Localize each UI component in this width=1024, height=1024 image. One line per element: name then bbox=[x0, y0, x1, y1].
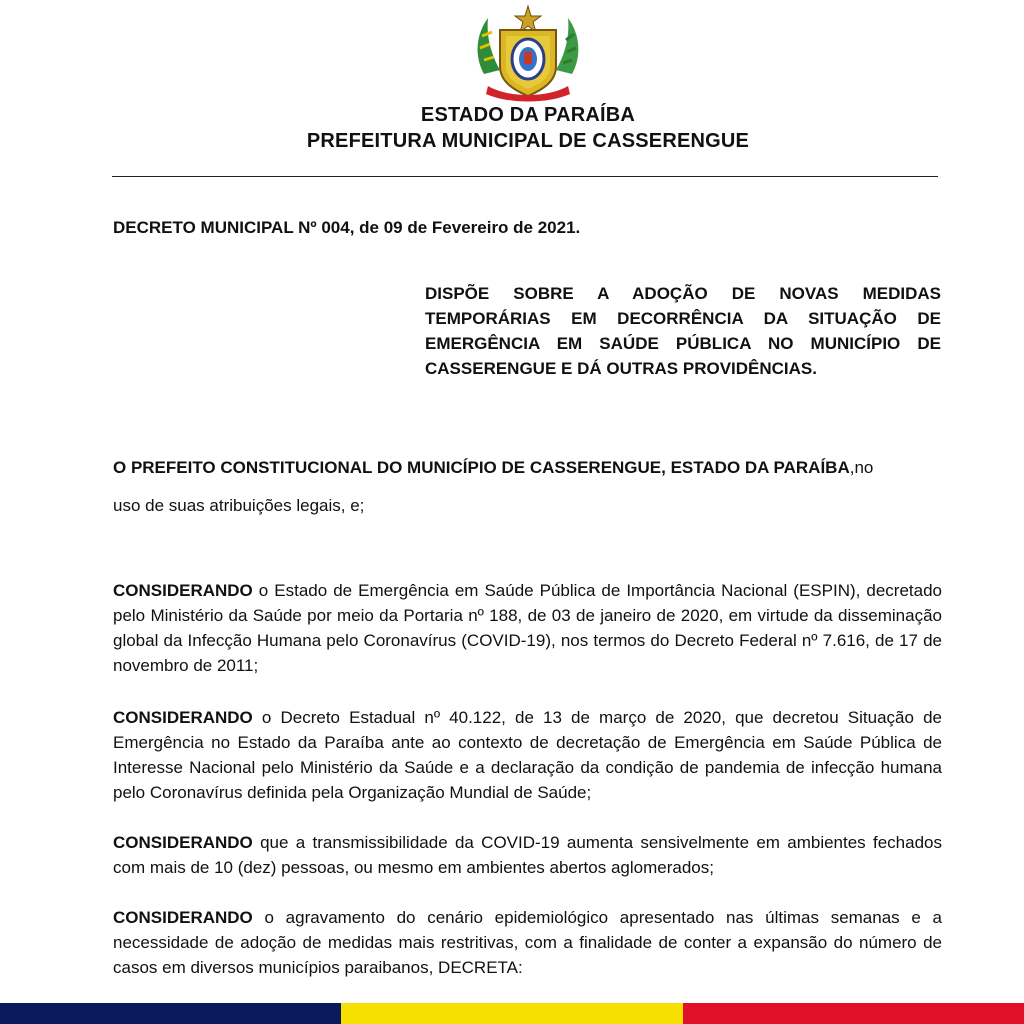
considerando-paragraph bbox=[113, 578, 942, 678]
considerando-text: o agravamento do cenário epidemiológico apresentado nas últimas semanas e a necessidade de adoção de medidas mais restritivas, com a finalidade de conter a expansão do número de casos em diversos municípios paraibanos, DECRETA: bbox=[113, 908, 942, 977]
considerando-paragraph bbox=[113, 830, 942, 880]
preamble-line bbox=[113, 455, 942, 480]
considerando-lead: CONSIDERANDO bbox=[113, 708, 253, 727]
footer-color-bar bbox=[0, 1003, 1024, 1024]
footer-red-stripe bbox=[683, 1003, 1024, 1024]
considerando-lead: CONSIDERANDO bbox=[113, 908, 253, 927]
preamble-bold: O PREFEITO CONSTITUCIONAL DO MUNICÍPIO DE CASSERENGUE, ESTADO DA PARAÍBA bbox=[113, 458, 850, 477]
footer-yellow-stripe bbox=[341, 1003, 682, 1024]
preamble-line-2: uso de suas atribuições legais, e; bbox=[113, 496, 365, 515]
considerando-paragraph bbox=[113, 705, 942, 805]
coat-of-arms-icon bbox=[470, 4, 586, 104]
considerando-text: o Decreto Estadual nº 40.122, de 13 de março de 2020, que decretou Situação de Emergência no Estado da Paraíba ante ao contexto de decretação de Emergência em Saúde Pública de Interesse Nacional pelo Ministério da Saúde e a declaração da condição de pandemia de infecção humana pelo Coronavírus definida pela Organização Mundial de Saúde; bbox=[113, 708, 942, 802]
state-heading: ESTADO DA PARAÍBA bbox=[420, 104, 636, 126]
considerando-text: o Estado de Emergência em Saúde Pública de Importância Nacional (ESPIN), decretado pelo Ministério da Saúde por meio da Portaria nº 188, de 03 de janeiro de 2020, em virtude da disseminação global da Infecção Humana pelo Coronavírus (COVID-19), nos termos do Decreto Federal nº 7.616, de 17 de novembro de 2011; bbox=[113, 581, 942, 675]
decree-title: DECRETO MUNICIPAL Nº 004, de 09 de Fevereiro de 2021. bbox=[113, 218, 581, 237]
considerando-lead: CONSIDERANDO bbox=[113, 581, 253, 600]
considerando-text: que a transmissibilidade da COVID-19 aumenta sensivelmente em ambientes fechados com mais de 10 (dez) pessoas, ou mesmo em ambientes abertos aglomerados; bbox=[113, 833, 942, 877]
considerando-paragraph bbox=[113, 905, 942, 980]
municipality-heading: PREFEITURA MUNICIPAL DE CASSERENGUE bbox=[306, 130, 750, 152]
header-divider bbox=[112, 176, 938, 177]
decree-ementa: DISPÕE SOBRE A ADOÇÃO DE NOVAS MEDIDAS TEMPORÁRIAS EM DECORRÊNCIA DA SITUAÇÃO DE EMERGÊNCIA EM SAÚDE PÚBLICA NO MUNICÍPIO DE CASSERENGUE E DÁ OUTRAS PROVIDÊNCIAS. bbox=[425, 284, 941, 378]
footer-blue-stripe bbox=[0, 1003, 341, 1024]
preamble-suffix: ,no bbox=[849, 458, 874, 477]
considerando-lead: CONSIDERANDO bbox=[113, 833, 253, 852]
